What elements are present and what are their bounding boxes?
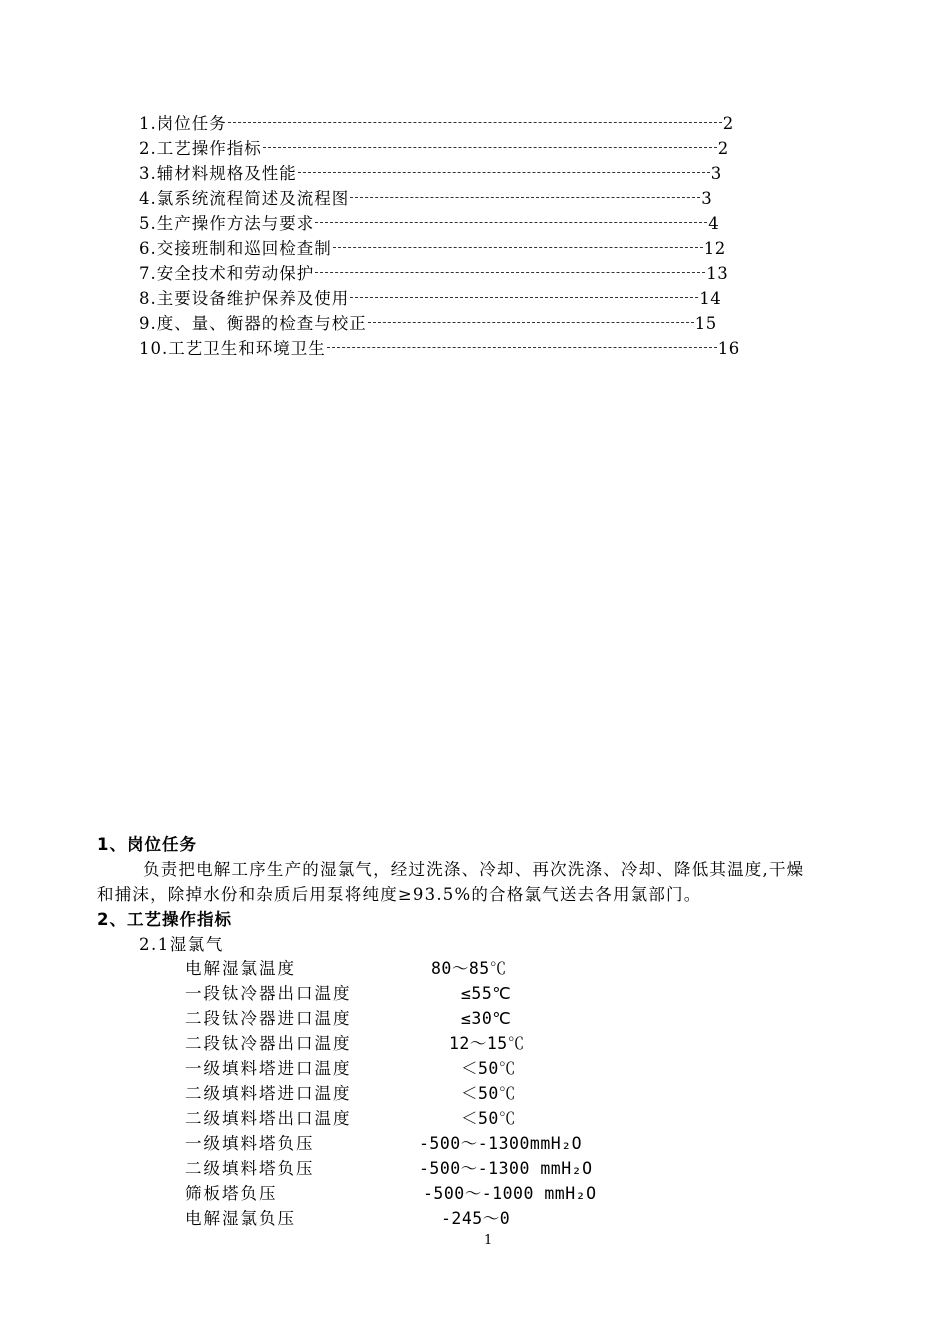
toc-leader-dots <box>298 172 710 173</box>
section-1-body-line: 负责把电解工序生产的湿氯气，经过洗涤、冷却、再次洗涤、冷却、降低其温度,干燥 <box>143 860 805 879</box>
section-1-heading: 1、岗位任务 <box>97 835 197 854</box>
toc-leader-dots <box>350 297 698 298</box>
spec-name: 电解湿氯负压 <box>185 1209 296 1228</box>
spec-value: -500～-1300mmH₂O <box>419 1134 583 1153</box>
section-2-heading: 2、工艺操作指标 <box>97 910 232 929</box>
toc-leader-dots <box>327 347 717 348</box>
toc-leader-dots <box>368 322 694 323</box>
spec-value: 80～85℃ <box>431 959 507 978</box>
spec-value: -245～0 <box>441 1209 511 1228</box>
spec-name: 二级填料塔进口温度 <box>185 1084 352 1103</box>
toc-entry[interactable] <box>139 211 779 236</box>
spec-name: 二段钛冷器出口温度 <box>185 1034 352 1053</box>
toc-entry-page: 16 <box>717 339 740 358</box>
spec-value: 12～15℃ <box>449 1034 525 1053</box>
toc-entry-title: 1.岗位任务 <box>139 114 227 133</box>
toc-entry[interactable] <box>139 136 779 161</box>
toc-entry-page: 13 <box>706 264 729 283</box>
table-of-contents <box>139 111 779 361</box>
toc-entry-title: 4.氯系统流程简述及流程图 <box>139 189 350 208</box>
toc-entry[interactable] <box>139 286 779 311</box>
toc-leader-dots <box>315 272 705 273</box>
section-1-body-line: 和捕沫，除掉水份和杂质后用泵将纯度≥93.5%的合格氯气送去各用氯部门。 <box>97 885 702 904</box>
spec-value: ＜50℃ <box>461 1059 516 1078</box>
spec-name: 筛板塔负压 <box>185 1184 278 1203</box>
toc-entry-title: 10.工艺卫生和环境卫生 <box>139 339 326 358</box>
spec-value: ≤55℃ <box>461 984 512 1003</box>
spec-value: ＜50℃ <box>461 1109 516 1128</box>
toc-entry-title: 2.工艺操作指标 <box>139 139 262 158</box>
subsection-heading: 2.1湿氯气 <box>139 935 224 954</box>
spec-name: 一段钛冷器出口温度 <box>185 984 352 1003</box>
spec-value: -500～-1000 mmH₂O <box>423 1184 597 1203</box>
toc-entry-page: 14 <box>699 289 722 308</box>
spec-name: 一级填料塔负压 <box>185 1134 315 1153</box>
spec-value: ≤30℃ <box>461 1009 512 1028</box>
page-number: 1 <box>484 1233 493 1248</box>
toc-entry-title: 3.辅材料规格及性能 <box>139 164 297 183</box>
spec-value: ＜50℃ <box>461 1084 516 1103</box>
spec-name: 二级填料塔负压 <box>185 1159 315 1178</box>
toc-entry-page: 3 <box>710 164 722 183</box>
toc-leader-dots <box>315 222 707 223</box>
toc-entry-title: 6.交接班制和巡回检查制 <box>139 239 332 258</box>
toc-entry[interactable] <box>139 111 779 136</box>
toc-entry-title: 7.安全技术和劳动保护 <box>139 264 315 283</box>
toc-entry-title: 9.度、量、衡器的检查与校正 <box>139 314 367 333</box>
toc-leader-dots <box>333 247 703 248</box>
toc-entry-title: 8.主要设备维护保养及使用 <box>139 289 350 308</box>
toc-entry[interactable] <box>139 161 779 186</box>
toc-entry[interactable] <box>139 311 779 336</box>
toc-entry-page: 2 <box>717 139 729 158</box>
toc-entry-page: 2 <box>722 114 734 133</box>
toc-entry-page: 4 <box>708 214 720 233</box>
spec-name: 一级填料塔进口温度 <box>185 1059 352 1078</box>
toc-entry[interactable] <box>139 236 779 261</box>
spec-name: 电解湿氯温度 <box>185 959 296 978</box>
toc-entry[interactable] <box>139 261 779 286</box>
section-1-body <box>97 857 887 907</box>
toc-leader-dots <box>263 147 717 148</box>
toc-entry-page: 3 <box>701 189 713 208</box>
spec-value: -500～-1300 mmH₂O <box>419 1159 593 1178</box>
toc-entry-title: 5.生产操作方法与要求 <box>139 214 315 233</box>
toc-entry-page: 15 <box>694 314 717 333</box>
spec-name: 二段钛冷器进口温度 <box>185 1009 352 1028</box>
toc-entry[interactable] <box>139 186 779 211</box>
spec-name: 二级填料塔出口温度 <box>185 1109 352 1128</box>
toc-leader-dots <box>350 197 700 198</box>
toc-entry-page: 12 <box>703 239 726 258</box>
toc-entry[interactable] <box>139 336 779 361</box>
toc-leader-dots <box>228 122 722 123</box>
